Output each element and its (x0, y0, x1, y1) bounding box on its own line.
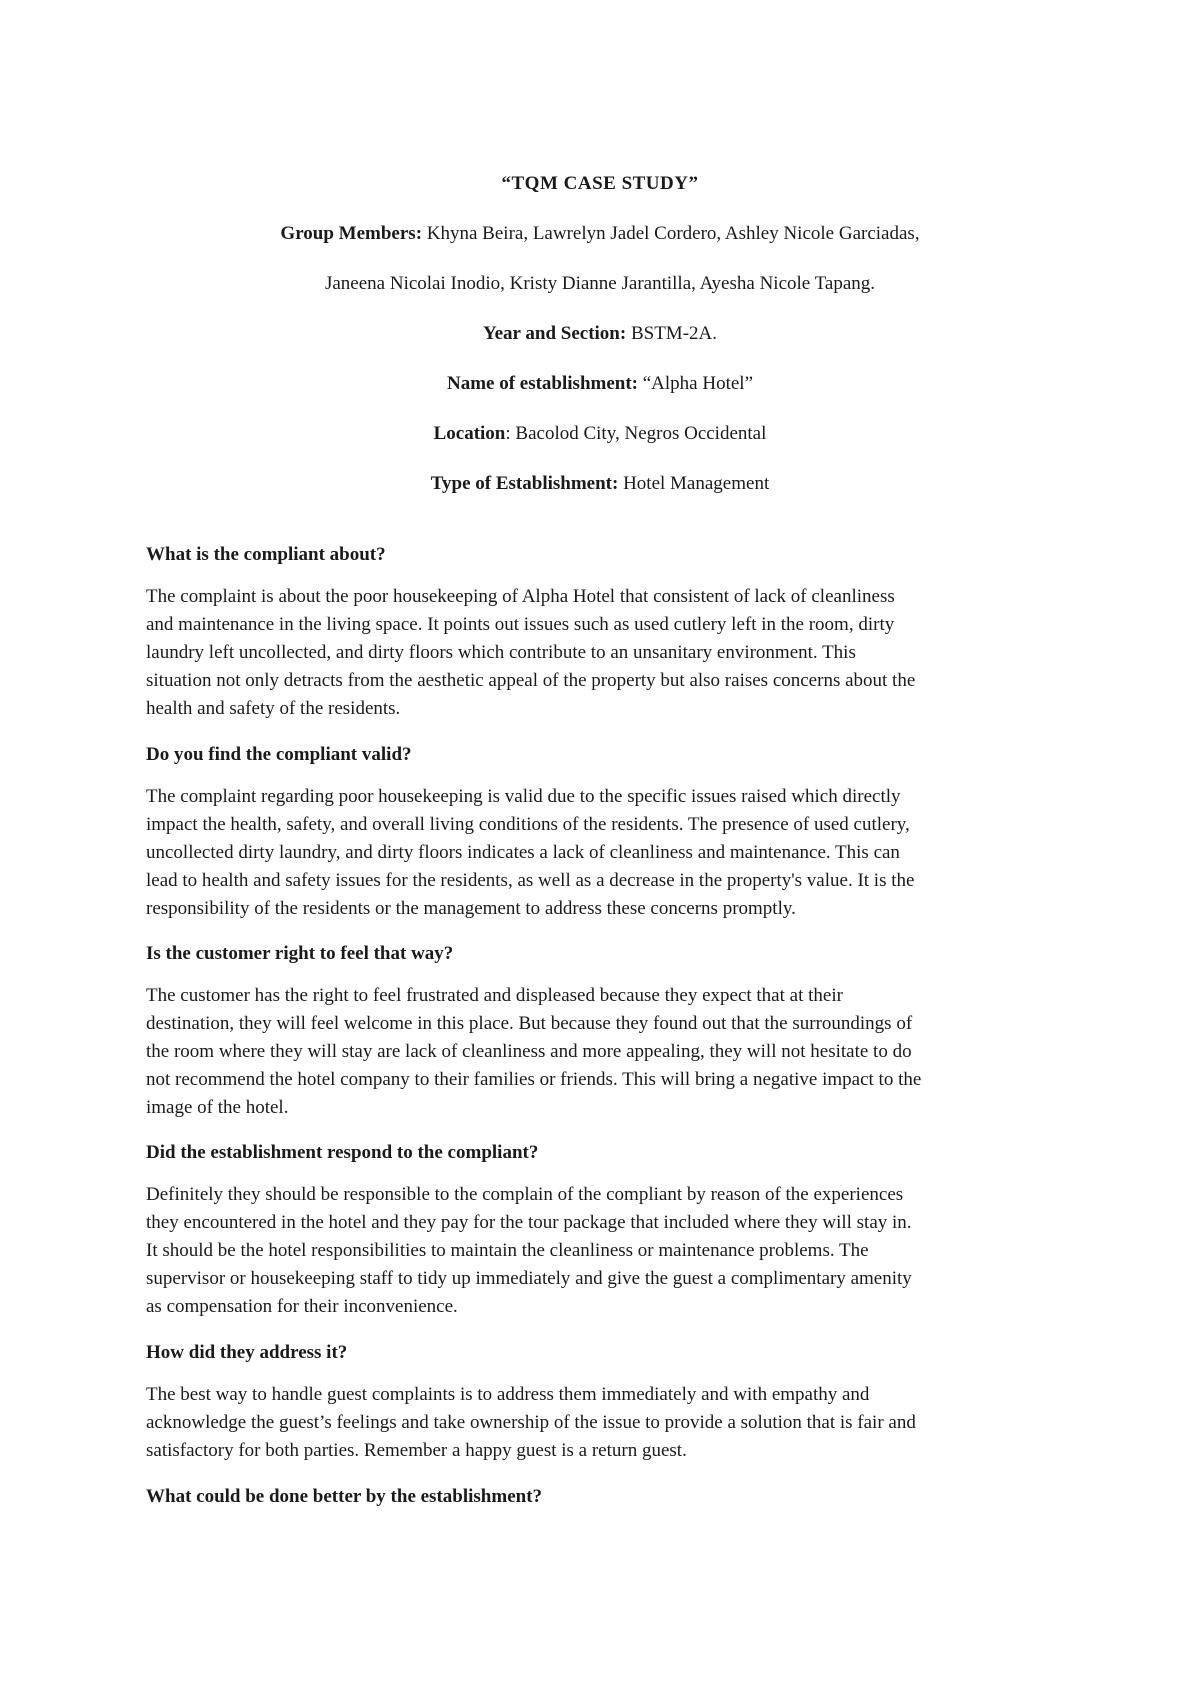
answer-paragraph (146, 982, 1066, 1122)
answer-paragraph (146, 583, 1066, 723)
answer-line: impact the health, safety, and overall living conditions of the residents. The presence of used cutlery, (146, 814, 910, 835)
answer-line: satisfactory for both parties. Remember a happy guest is a return guest. (146, 1440, 687, 1461)
group-members-label: Group Members: (280, 223, 423, 244)
section-complaint-valid (146, 743, 1066, 923)
question-heading: Did the establishment respond to the compliant? (146, 1142, 539, 1163)
answer-line: responsibility of the residents or the management to address these concerns promptly. (146, 898, 796, 919)
answer-line: It should be the hotel responsibilities to maintain the cleanliness or maintenance problems. The (146, 1240, 869, 1261)
answer-line: health and safety of the residents. (146, 698, 401, 719)
answer-line: The customer has the right to feel frustrated and displeased because they expect that at their (146, 985, 843, 1006)
answer-line: image of the hotel. (146, 1097, 289, 1118)
section-establishment-respond (146, 1141, 1066, 1321)
answer-line: acknowledge the guest’s feelings and take ownership of the issue to provide a solution that is fair and (146, 1412, 916, 1433)
answer-line: The complaint is about the poor housekeeping of Alpha Hotel that consistent of lack of cleanliness (146, 586, 895, 607)
year-section-line (0, 322, 1200, 346)
answer-line: lead to health and safety issues for the residents, as well as a decrease in the property's value. It is the (146, 870, 915, 891)
year-section-value: BSTM-2A. (626, 323, 717, 344)
answer-line: destination, they will feel welcome in this place. But because they found out that the surroundings of (146, 1013, 913, 1034)
group-members-names-1: Khyna Beira, Lawrelyn Jadel Cordero, Ashley Nicole Garciadas, (422, 223, 920, 244)
answer-line: laundry left uncollected, and dirty floors which contribute to an unsanitary environment. This (146, 642, 856, 663)
answer-line: situation not only detracts from the aesthetic appeal of the property but also raises concerns about the (146, 670, 916, 691)
answer-paragraph (146, 783, 1066, 923)
question-heading: Is the customer right to feel that way? (146, 943, 454, 964)
establishment-name-line (0, 372, 1200, 396)
answer-line: they encountered in the hotel and they pay for the tour package that included where they will stay in. (146, 1212, 912, 1233)
location-label: Location (433, 423, 506, 444)
section-what-better (146, 1485, 1066, 1509)
establishment-name-label: Name of establishment: (446, 373, 638, 394)
establishment-name-value: “Alpha Hotel” (638, 373, 754, 394)
answer-line: not recommend the hotel company to their families or friends. This will bring a negative impact to the (146, 1069, 922, 1090)
answer-paragraph (146, 1181, 1066, 1321)
question-heading: Do you find the compliant valid? (146, 744, 412, 765)
section-complaint-about (146, 543, 1066, 723)
question-heading: What could be done better by the establishment? (146, 1486, 543, 1507)
establishment-type-line (0, 472, 1200, 496)
section-how-addressed (146, 1341, 1066, 1465)
location-line (0, 422, 1200, 446)
answer-line: supervisor or housekeeping staff to tidy up immediately and give the guest a complimentary amenity (146, 1268, 912, 1289)
question-heading: How did they address it? (146, 1342, 348, 1363)
document-title: “TQM CASE STUDY” (501, 173, 699, 194)
answer-line: the room where they will stay are lack of cleanliness and more appealing, they will not hesitate to do (146, 1041, 912, 1062)
establishment-type-label: Type of Establishment: (430, 473, 619, 494)
answer-line: and maintenance in the living space. It points out issues such as used cutlery left in the room, dirty (146, 614, 895, 635)
establishment-type-value: Hotel Management (618, 473, 770, 494)
answer-line: The best way to handle guest complaints is to address them immediately and with empathy and (146, 1384, 870, 1405)
answer-paragraph (146, 1381, 1066, 1465)
question-heading: What is the compliant about? (146, 544, 386, 565)
answer-line: Definitely they should be responsible to the complain of the compliant by reason of the experiences (146, 1184, 904, 1205)
answer-line: uncollected dirty laundry, and dirty floors indicates a lack of cleanliness and maintenance. This can (146, 842, 900, 863)
group-members-names-2: Janeena Nicolai Inodio, Kristy Dianne Jarantilla, Ayesha Nicole Tapang. (324, 273, 876, 294)
section-customer-right (146, 942, 1066, 1122)
year-section-label: Year and Section: (482, 323, 627, 344)
answer-line: The complaint regarding poor housekeeping is valid due to the specific issues raised which directly (146, 786, 901, 807)
group-members-line-1 (0, 222, 1200, 246)
location-value: : Bacolod City, Negros Occidental (505, 423, 767, 444)
answer-line: as compensation for their inconvenience. (146, 1296, 458, 1317)
